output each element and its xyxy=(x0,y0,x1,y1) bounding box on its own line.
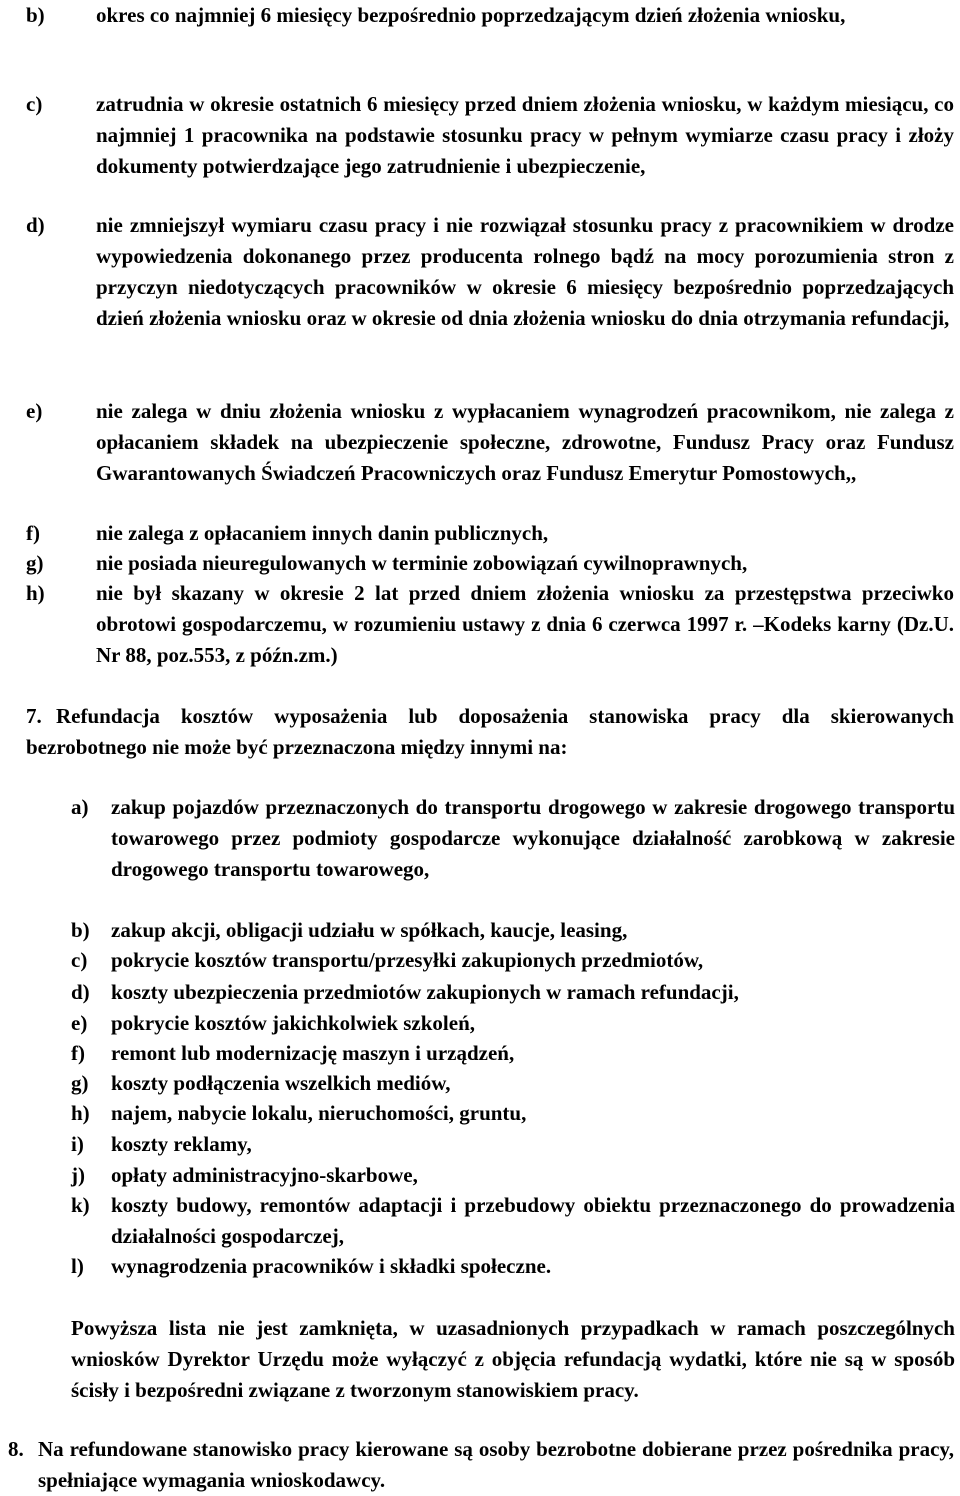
item-marker: g) xyxy=(71,1071,89,1095)
section-7 xyxy=(26,701,954,763)
list-item xyxy=(26,0,954,31)
list-item xyxy=(26,548,954,579)
item-text: zakup pojazdów przeznaczonych do transportu drogowego w zakresie drogowego transportu towarowego przez podmioty gospodarcze wykonujące działalność zarobkową w zakresie drogowego transportu towarowego, xyxy=(111,795,955,881)
item-text: koszty budowy, remontów adaptacji i przebudowy obiektu przeznaczonego do prowadzenia działalności gospodarczej, xyxy=(111,1193,955,1248)
list-item xyxy=(26,396,954,489)
item-text: pokrycie kosztów jakichkolwiek szkoleń, xyxy=(111,1011,476,1035)
item-marker: f) xyxy=(26,521,40,545)
list-item xyxy=(26,210,954,334)
item-marker: c) xyxy=(26,92,43,116)
item-text: zatrudnia w okresie ostatnich 6 miesięcy przed dniem złożenia wniosku, w każdym miesiącu, co najmniej 1 pracownika na podstawie stosunku pracy w pełnym wymiarze czasu pracy i złoży dokumenty potwierdzające jego zatrudnienie i ubezpieczenie, xyxy=(96,92,954,178)
list-item xyxy=(71,1068,955,1099)
list-item xyxy=(26,518,954,549)
list-item xyxy=(26,578,954,671)
item-marker: e) xyxy=(71,1011,88,1035)
list-item xyxy=(71,1038,955,1069)
item-text: opłaty administracyjno-skarbowe, xyxy=(111,1163,418,1187)
item-text: okres co najmniej 6 miesięcy bezpośrednio poprzedzającym dzień złożenia wniosku, xyxy=(96,3,846,27)
item-text: zakup akcji, obligacji udziału w spółkach, kaucje, leasing, xyxy=(111,918,628,942)
item-marker: d) xyxy=(71,980,90,1004)
list-item xyxy=(26,89,954,182)
item-text: koszty ubezpieczenia przedmiotów zakupionych w ramach refundacji, xyxy=(111,980,739,1004)
section-text: Refundacja kosztów wyposażenia lub doposażenia stanowiska pracy dla skierowanych bezrobotnego nie może być przeznaczona między innymi na: xyxy=(26,704,954,759)
item-text: nie zmniejszył wymiaru czasu pracy i nie rozwiązał stosunku pracy z pracownikiem w drodze wypowiedzenia dokonanego przez producenta rolnego bądź na mocy porozumienia stron z przyczyn niedotyczących pracowników w okresie 6 miesięcy bezpośrednio poprzedzających dzień złożenia wniosku oraz w okresie od dnia złożenia wniosku do dnia otrzymania refundacji, xyxy=(96,213,954,330)
section-text: Na refundowane stanowisko pracy kierowane są osoby bezrobotne dobierane przez pośrednika pracy, spełniające wymagania wnioskodawcy. xyxy=(38,1437,954,1492)
item-text: koszty reklamy, xyxy=(111,1132,252,1156)
item-marker: h) xyxy=(26,581,45,605)
item-marker: e) xyxy=(26,399,43,423)
note-paragraph: Powyższa lista nie jest zamknięta, w uzasadnionych przypadkach w ramach poszczególnych wniosków Dyrektor Urzędu może wyłączyć z objęcia refundacją wydatki, które nie są w sposób ścisły i bezpośredni związane z tworzonym stanowiskiem pracy. xyxy=(71,1316,955,1402)
list-item xyxy=(71,1160,955,1191)
item-marker: b) xyxy=(71,918,90,942)
list-item xyxy=(71,915,955,946)
list-item xyxy=(71,792,955,885)
item-marker: l) xyxy=(71,1254,84,1278)
item-text: nie zalega w dniu złożenia wniosku z wypłacaniem wynagrodzeń pracownikom, nie zalega z opłacaniem składek na ubezpieczenie społeczne, zdrowotne, Fundusz Pracy oraz Fundusz Gwarantowanych Świadczeń Pracowniczych oraz Fundusz Emerytur Pomostowych,, xyxy=(96,399,954,485)
item-text: nie posiada nieuregulowanych w terminie zobowiązań cywilnoprawnych, xyxy=(96,551,748,575)
list-item xyxy=(71,1008,955,1039)
section-8 xyxy=(8,1434,954,1496)
item-marker: a) xyxy=(71,795,89,819)
item-text: koszty podłączenia wszelkich mediów, xyxy=(111,1071,451,1095)
list-item xyxy=(71,1251,955,1282)
list-item xyxy=(71,1129,955,1160)
item-marker: k) xyxy=(71,1193,90,1217)
item-text: wynagrodzenia pracowników i składki społeczne. xyxy=(111,1254,552,1278)
item-marker: i) xyxy=(71,1132,84,1156)
item-marker: h) xyxy=(71,1101,90,1125)
item-text: pokrycie kosztów transportu/przesyłki zakupionych przedmiotów, xyxy=(111,948,704,972)
item-text: remont lub modernizację maszyn i urządzeń, xyxy=(111,1041,515,1065)
list-item xyxy=(71,1098,955,1129)
section-number: 8. xyxy=(8,1437,24,1461)
section-number: 7. xyxy=(26,704,42,728)
item-marker: c) xyxy=(71,948,88,972)
item-marker: f) xyxy=(71,1041,85,1065)
item-marker: b) xyxy=(26,3,45,27)
item-marker: j) xyxy=(71,1163,85,1187)
item-marker: g) xyxy=(26,551,44,575)
item-text: nie był skazany w okresie 2 lat przed dniem złożenia wniosku za przestępstwa przeciwko obrotowi gospodarczemu, w rozumieniu ustawy z dnia 6 czerwca 1997 r. –Kodeks karny (Dz.U. Nr 88, poz.553, z późn.zm.) xyxy=(96,581,954,667)
list-item xyxy=(71,977,955,1008)
item-text: nie zalega z opłacaniem innych danin publicznych, xyxy=(96,521,549,545)
list-item xyxy=(71,945,955,976)
list-item xyxy=(71,1190,955,1252)
item-marker: d) xyxy=(26,213,45,237)
item-text: najem, nabycie lokalu, nieruchomości, gruntu, xyxy=(111,1101,527,1125)
